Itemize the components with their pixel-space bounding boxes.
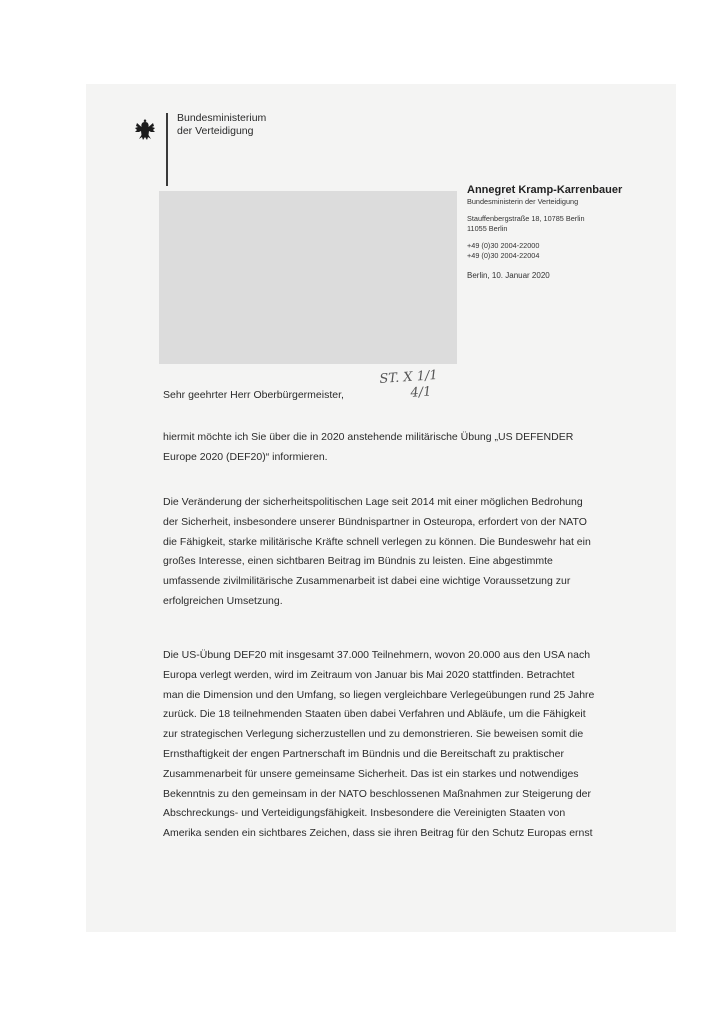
handwritten-line: ST. X 1/1 <box>378 368 439 388</box>
paragraph-line: man die Dimension und den Umfang, so liegen vergleichbare Verlegeübungen rund 25 Jahre <box>163 688 595 701</box>
paragraph-line: Amerika senden ein sichtbares Zeichen, dass sie ihren Beitrag für den Schutz Europas ernst <box>163 827 593 840</box>
letterhead-divider <box>166 113 168 186</box>
body-paragraph <box>163 646 633 844</box>
paragraph-line: die Fähigkeit, starke militärische Kräfte schnell verlegen zu können. Die Bundeswehr hat ein <box>163 535 591 548</box>
letter-date: Berlin, 10. Januar 2020 <box>467 271 550 280</box>
paragraph-line: Die Veränderung der sicherheitspolitischen Lage seit 2014 mit einer möglichen Bedrohung <box>163 496 583 508</box>
sender-fax: +49 (0)30 2004-22004 <box>467 251 540 260</box>
sender-block <box>467 183 667 281</box>
paragraph-line: Zusammenarbeit für unsere gemeinsame Sicherheit. Das ist ein starkes und notwendiges <box>163 767 579 780</box>
redacted-address-block <box>159 191 457 364</box>
paragraph-line: Europe 2020 (DEF20)“ informieren. <box>163 450 328 463</box>
paragraph-line: der Sicherheit, insbesondere unserer Bündnispartner in Osteuropa, erfordert von der NATO <box>163 515 587 528</box>
paragraph-line: umfassende zivilmilitärische Zusammenarbeit ist dabei eine wichtige Voraussetzung zur <box>163 575 571 588</box>
paragraph-line: Abschreckungs- und Verteidigungsfähigkeit. Insbesondere die Vereinigten Staaten von <box>163 807 566 820</box>
handwritten-line: 4/1 <box>409 384 432 401</box>
ministry-line: Bundesministerium <box>177 112 267 124</box>
paragraph-line: Bekenntnis zu den gemeinsam in der NATO beschlossenen Maßnahmen zur Steigerung der <box>163 787 592 800</box>
paragraph-line: erfolgreichen Umsetzung. <box>163 594 283 607</box>
paragraph-line: Die US-Übung DEF20 mit insgesamt 37.000 Teilnehmern, wovon 20.000 aus den USA nach <box>163 649 591 661</box>
sender-phone: +49 (0)30 2004-22000 <box>467 241 540 250</box>
sender-address-line: 11055 Berlin <box>467 224 508 233</box>
paragraph-line: zur strategischen Verlegung sicherzustellen und zu demonstrieren. Sie beweisen somit die <box>163 728 584 741</box>
paragraph-line: zurück. Die 18 teilnehmenden Staaten üben dabei Verfahren und Abläufe, um die Fähigkeit <box>163 708 586 721</box>
ministry-line: der Verteidigung <box>177 125 254 137</box>
sender-name: Annegret Kramp-Karrenbauer <box>467 184 623 196</box>
paragraph-line: hiermit möchte ich Sie über die in 2020 anstehende militärische Übung „US DEFENDER <box>163 431 574 443</box>
body-paragraph <box>163 428 633 468</box>
handwritten-note <box>379 368 439 404</box>
paragraph-line: Europa verlegt werden, wird im Zeitraum von Januar bis Mai 2020 stattfinden. Betrachtet <box>163 668 575 681</box>
sender-address-line: Stauffenbergstraße 18, 10785 Berlin <box>467 214 585 223</box>
body-paragraph <box>163 493 633 612</box>
ministry-name <box>177 112 266 138</box>
paragraph-line: großes Interesse, einen sichtbaren Beitrag im Bündnis zu leisten. Eine abgestimmte <box>163 555 553 568</box>
sender-title: Bundesministerin der Verteidigung <box>467 197 579 206</box>
salutation: Sehr geehrter Herr Oberbürgermeister, <box>163 389 344 401</box>
paragraph-line: Ernsthaftigkeit der engen Partnerschaft im Bündnis und die Bereitschaft zu praktischer <box>163 747 564 760</box>
federal-eagle-icon <box>134 118 156 142</box>
